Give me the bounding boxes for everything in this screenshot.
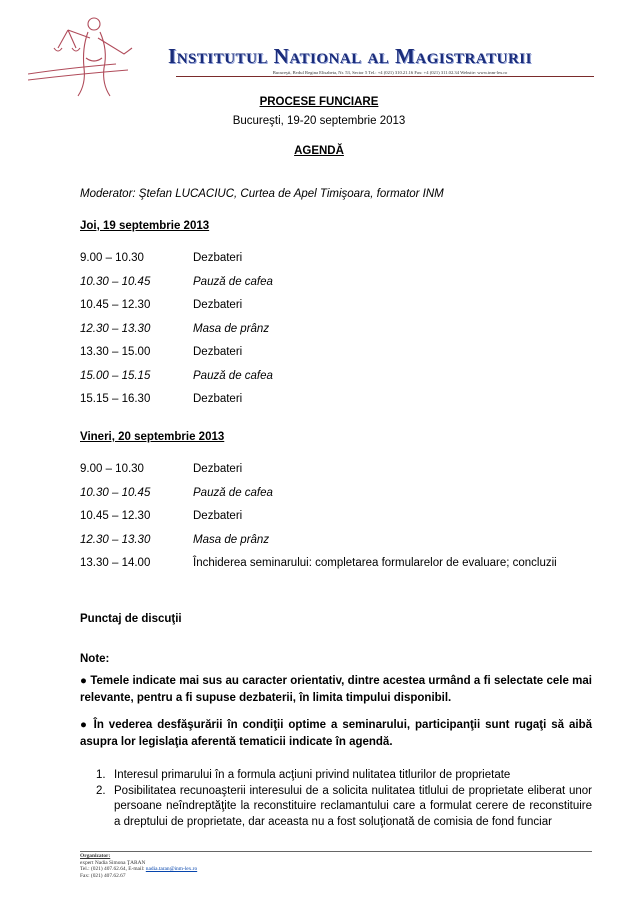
moderator-line: Moderator: Ştefan LUCACIUC, Curtea de Apel Timişoara, formator INM xyxy=(80,188,444,200)
day1-activity: Dezbateri xyxy=(193,346,243,358)
discussion-list xyxy=(96,768,592,830)
day2-activity: Dezbateri xyxy=(193,510,243,522)
footer xyxy=(80,853,197,879)
day1-heading: Joi, 19 septembrie 2013 xyxy=(80,220,210,232)
day2-time: 12.30 – 13.30 xyxy=(80,534,151,546)
list-item xyxy=(96,768,592,784)
note-legislation: ● În vederea desfăşurării în condiţii optime a seminarului, participanţii sunt rugaţi să aibă asupra lor legislaţia aferentă tematicii indicate în agendă. xyxy=(80,719,592,748)
header-divider xyxy=(176,76,594,77)
list-item-text: Posibilitatea recunoaşterii interesului de a solicita nulitatea titlului de proprietate eliberat unor persoane neîndreptăţite la reconstituire reclamantului care a formulat cerere de reconstituire a dreptului de proprietate, dar aceasta nu a fost soluţionată de comisia de fond funciar xyxy=(114,784,592,828)
notes-heading: Note: xyxy=(80,653,110,665)
document-subtitle: Bucureşti, 19-20 septembrie 2013 xyxy=(232,115,406,127)
day1-time: 15.15 – 16.30 xyxy=(80,393,151,405)
day1-activity: Masa de prânz xyxy=(193,323,270,335)
day2-activity: Închiderea seminarului: completarea formularelor de evaluare; concluzii xyxy=(193,557,557,569)
list-item-text: Interesul primarului în a formula acţiuni privind nulitatea titlurilor de proprietate xyxy=(114,769,511,781)
footer-divider xyxy=(80,851,592,852)
list-item xyxy=(96,784,592,831)
day1-activity: Pauză de cafea xyxy=(193,370,273,382)
day2-time: 13.30 – 14.00 xyxy=(80,557,151,569)
note-orientative: ● Temele indicate mai sus au caracter orientativ, dintre acestea urmând a fi selectate cele mai relevante, pentru a fi supuse dezbaterii, în limita timpului disponibil. xyxy=(80,675,592,704)
day1-activity: Pauză de cafea xyxy=(193,276,273,288)
document-title: PROCESE FUNCIARE xyxy=(259,96,379,108)
footer-fax: Fax: (021) 407.62.67 xyxy=(80,872,126,879)
day1-time: 10.45 – 12.30 xyxy=(80,299,151,311)
day2-activity: Pauză de cafea xyxy=(193,487,273,499)
footer-email-link[interactable]: nadia.taran@inm-lex.ro xyxy=(145,866,198,873)
day2-heading: Vineri, 20 septembrie 2013 xyxy=(80,431,225,443)
day1-time: 9.00 – 10.30 xyxy=(80,252,144,264)
day1-time: 13.30 – 15.00 xyxy=(80,346,151,358)
day2-time: 10.45 – 12.30 xyxy=(80,510,151,522)
list-item-number: 2. xyxy=(96,784,106,797)
institution-address: Bucureşti, Bvdul Regina Elisabeta, Nr. 53, Sector 5 Tel.: +4 (021) 310.21.16 Fax: +4 (021) 311.02.34 Website: www.inm-lex.ro xyxy=(272,70,508,75)
day2-activity: Masa de prânz xyxy=(193,534,270,546)
day2-time: 9.00 – 10.30 xyxy=(80,463,144,475)
day2-time: 10.30 – 10.45 xyxy=(80,487,151,499)
footer-contact: Tel.: (021) 407.62.64, E-mail: xyxy=(80,866,146,873)
footer-person: expert Nadia Simona ŢARAN xyxy=(80,859,146,866)
institution-name: Institutul National al Magistraturii xyxy=(168,44,532,68)
day1-time: 15.00 – 15.15 xyxy=(80,370,151,382)
day1-time: 12.30 – 13.30 xyxy=(80,323,151,335)
day1-activity: Dezbateri xyxy=(193,299,243,311)
day1-time: 10.30 – 10.45 xyxy=(80,276,151,288)
day2-activity: Dezbateri xyxy=(193,463,243,475)
day1-activity: Dezbateri xyxy=(193,252,243,264)
day1-activity: Dezbateri xyxy=(193,393,243,405)
list-item-number: 1. xyxy=(96,769,106,781)
discussion-heading: Punctaj de discuţii xyxy=(80,613,182,625)
footer-label: Organizator: xyxy=(80,853,111,859)
agenda-heading: AGENDĂ xyxy=(294,145,344,157)
